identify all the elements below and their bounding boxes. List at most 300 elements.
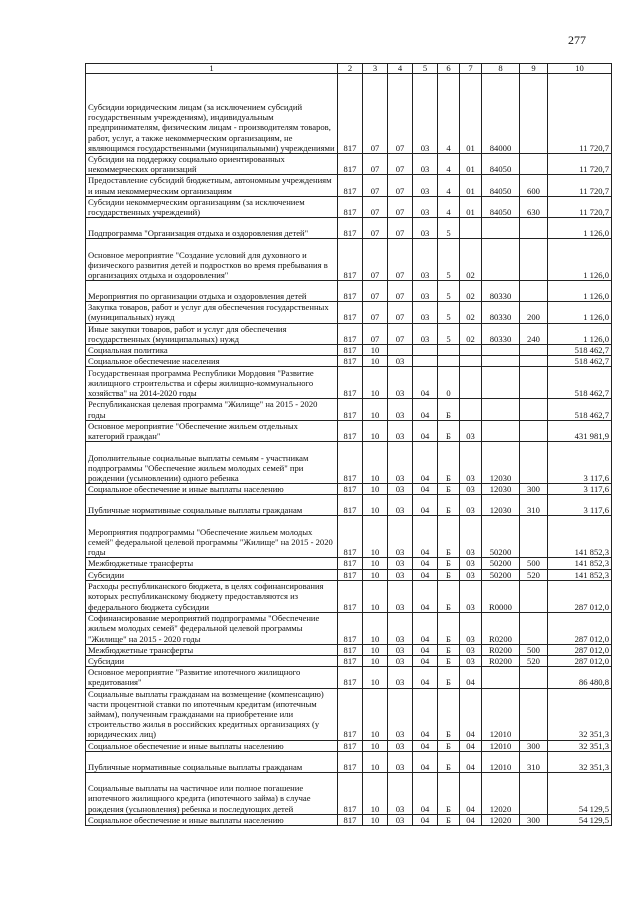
code-cell: 80330 — [482, 323, 520, 344]
amount-cell: 287 012,0 — [548, 656, 612, 667]
code-cell: 04 — [413, 656, 438, 667]
code-cell: 817 — [338, 558, 363, 569]
code-cell: 04 — [413, 367, 438, 399]
code-cell: 03 — [388, 751, 413, 772]
row-name-cell: Социальное обеспечение и иные выплаты населению — [86, 740, 338, 751]
code-cell: 817 — [338, 580, 363, 612]
code-cell: R0200 — [482, 644, 520, 655]
code-cell: Б — [438, 667, 460, 688]
code-cell: 10 — [363, 420, 388, 441]
code-cell — [388, 345, 413, 356]
code-cell: Б — [438, 644, 460, 655]
code-cell: 600 — [520, 175, 548, 196]
row-name-cell: Государственная программа Республики Мордовия "Развитие жилищного строительства и сферы жилищно-коммунального хозяйства" на 2014-2020 годы — [86, 367, 338, 399]
code-cell: 817 — [338, 484, 363, 495]
code-cell: 84000 — [482, 74, 520, 154]
code-cell: 817 — [338, 667, 363, 688]
code-cell: 817 — [338, 751, 363, 772]
code-cell: 03 — [388, 367, 413, 399]
code-cell — [413, 356, 438, 367]
amount-cell: 287 012,0 — [548, 612, 612, 644]
code-cell: 01 — [460, 154, 482, 175]
code-cell: 50200 — [482, 569, 520, 580]
row-name-cell: Расходы республиканского бюджета, в целях софинансирования которых республиканскому бюджету предоставляются из федерального бюджета субсидии — [86, 580, 338, 612]
code-cell — [520, 516, 548, 558]
amount-cell: 1 126,0 — [548, 323, 612, 344]
code-cell — [520, 218, 548, 239]
amount-cell: 11 720,7 — [548, 74, 612, 154]
code-cell: 500 — [520, 644, 548, 655]
code-cell: 5 — [438, 281, 460, 302]
row-name-cell: Субсидии некоммерческим организациям (за исключением государственных учреждений) — [86, 196, 338, 217]
code-cell: 4 — [438, 154, 460, 175]
code-cell: 817 — [338, 239, 363, 281]
code-cell: 04 — [460, 688, 482, 740]
code-cell: 12020 — [482, 814, 520, 825]
code-cell — [520, 367, 548, 399]
code-cell: 04 — [413, 740, 438, 751]
code-cell: 817 — [338, 154, 363, 175]
code-cell: 10 — [363, 558, 388, 569]
code-cell: 03 — [388, 688, 413, 740]
row-name-cell: Социальные выплаты гражданам на возмещение (компенсацию) части процентной ставки по ипотечным кредитам (ипотечным займам), полученным гражданами на приобретение или строительство жилья в российских кредитных организациях (у юридических лиц) — [86, 688, 338, 740]
code-cell: 817 — [338, 74, 363, 154]
code-cell: 10 — [363, 667, 388, 688]
code-cell: Б — [438, 495, 460, 516]
code-cell: 520 — [520, 656, 548, 667]
row-name-cell: Мероприятия по организации отдыха и оздоровления детей — [86, 281, 338, 302]
code-cell — [520, 154, 548, 175]
code-cell: 04 — [413, 751, 438, 772]
code-cell: 630 — [520, 196, 548, 217]
code-cell: 04 — [413, 569, 438, 580]
code-cell — [460, 218, 482, 239]
table-row — [86, 740, 612, 751]
code-cell: 817 — [338, 688, 363, 740]
table-row — [86, 484, 612, 495]
row-name-cell: Межбюджетные трансферты — [86, 644, 338, 655]
code-cell: 12030 — [482, 442, 520, 484]
amount-cell: 1 126,0 — [548, 281, 612, 302]
table-row — [86, 516, 612, 558]
code-cell: 03 — [413, 281, 438, 302]
code-cell: 03 — [388, 420, 413, 441]
code-cell: 03 — [413, 175, 438, 196]
table-row — [86, 814, 612, 825]
code-cell: 240 — [520, 323, 548, 344]
code-cell: 10 — [363, 644, 388, 655]
code-cell: Б — [438, 688, 460, 740]
table-row — [86, 751, 612, 772]
code-cell: 03 — [388, 484, 413, 495]
row-name-cell: Предоставление субсидий бюджетным, автономным учреждениям и иным некоммерческим организациям — [86, 175, 338, 196]
row-name-cell: Публичные нормативные социальные выплаты гражданам — [86, 495, 338, 516]
code-cell: 07 — [363, 74, 388, 154]
code-cell: 12010 — [482, 740, 520, 751]
code-cell: Б — [438, 772, 460, 814]
code-cell: 817 — [338, 740, 363, 751]
table-row — [86, 656, 612, 667]
code-cell: 4 — [438, 74, 460, 154]
code-cell: 07 — [388, 74, 413, 154]
code-cell: 03 — [413, 302, 438, 323]
code-cell: 03 — [413, 239, 438, 281]
code-cell: 03 — [460, 420, 482, 441]
code-cell: R0200 — [482, 656, 520, 667]
code-cell: 4 — [438, 175, 460, 196]
code-cell: 03 — [460, 484, 482, 495]
table-row — [86, 558, 612, 569]
code-cell: 04 — [413, 814, 438, 825]
table-row — [86, 323, 612, 344]
code-cell: 12010 — [482, 688, 520, 740]
code-cell — [460, 399, 482, 420]
column-header-row — [86, 64, 612, 74]
code-cell: 10 — [363, 814, 388, 825]
code-cell — [520, 772, 548, 814]
code-cell — [520, 74, 548, 154]
amount-cell: 287 012,0 — [548, 580, 612, 612]
code-cell: 817 — [338, 569, 363, 580]
code-cell: 12020 — [482, 772, 520, 814]
column-header: 8 — [482, 64, 520, 74]
row-name-cell: Социальные выплаты на частичное или полное погашение ипотечного жилищного кредита (ипотечного займа) в случае рождения (усыновления) ребенка и последующих детей — [86, 772, 338, 814]
table-row — [86, 154, 612, 175]
code-cell: 03 — [413, 196, 438, 217]
code-cell: 10 — [363, 688, 388, 740]
table-row — [86, 302, 612, 323]
code-cell: 07 — [363, 302, 388, 323]
code-cell: 310 — [520, 495, 548, 516]
code-cell: 5 — [438, 302, 460, 323]
code-cell: 817 — [338, 656, 363, 667]
code-cell: 84050 — [482, 196, 520, 217]
code-cell: 84050 — [482, 154, 520, 175]
amount-cell: 3 117,6 — [548, 495, 612, 516]
table-row — [86, 399, 612, 420]
code-cell: 10 — [363, 656, 388, 667]
code-cell — [520, 356, 548, 367]
code-cell: 04 — [460, 751, 482, 772]
amount-cell: 1 126,0 — [548, 302, 612, 323]
code-cell: 07 — [363, 175, 388, 196]
code-cell — [413, 345, 438, 356]
amount-cell: 11 720,7 — [548, 196, 612, 217]
code-cell: 03 — [388, 399, 413, 420]
code-cell: Б — [438, 420, 460, 441]
code-cell: 03 — [388, 740, 413, 751]
code-cell — [520, 239, 548, 281]
code-cell — [482, 399, 520, 420]
code-cell: 07 — [388, 154, 413, 175]
code-cell — [438, 345, 460, 356]
amount-cell: 3 117,6 — [548, 484, 612, 495]
code-cell: R0200 — [482, 612, 520, 644]
code-cell: 817 — [338, 196, 363, 217]
code-cell: 02 — [460, 281, 482, 302]
code-cell — [460, 345, 482, 356]
code-cell: 01 — [460, 175, 482, 196]
table-row — [86, 239, 612, 281]
code-cell: 02 — [460, 302, 482, 323]
row-name-cell: Субсидии юридическим лицам (за исключением субсидий государственным учреждениям), индивидуальным предпринимателям, физическим лицам - производителям товаров, работ, услуг, а также некоммерческим организациям, не являющимся государственными (муниципальными) учреждениями — [86, 74, 338, 154]
code-cell: 817 — [338, 772, 363, 814]
code-cell: 817 — [338, 367, 363, 399]
code-cell: 0 — [438, 367, 460, 399]
row-name-cell: Социальное обеспечение населения — [86, 356, 338, 367]
column-header: 2 — [338, 64, 363, 74]
code-cell — [482, 356, 520, 367]
code-cell: 04 — [413, 558, 438, 569]
column-header: 9 — [520, 64, 548, 74]
code-cell: 03 — [388, 495, 413, 516]
code-cell: 5 — [438, 323, 460, 344]
code-cell: 03 — [388, 356, 413, 367]
code-cell: 03 — [388, 612, 413, 644]
amount-cell: 518 462,7 — [548, 356, 612, 367]
code-cell: 07 — [363, 218, 388, 239]
code-cell: 10 — [363, 751, 388, 772]
code-cell: 07 — [363, 323, 388, 344]
table-row — [86, 356, 612, 367]
code-cell: 12010 — [482, 751, 520, 772]
code-cell: 04 — [460, 740, 482, 751]
code-cell: 817 — [338, 399, 363, 420]
code-cell: 817 — [338, 218, 363, 239]
table-row — [86, 644, 612, 655]
amount-cell: 54 129,5 — [548, 772, 612, 814]
column-header: 3 — [363, 64, 388, 74]
code-cell — [482, 667, 520, 688]
code-cell: 04 — [413, 484, 438, 495]
table-row — [86, 442, 612, 484]
code-cell: 10 — [363, 345, 388, 356]
code-cell: Б — [438, 558, 460, 569]
code-cell: 817 — [338, 612, 363, 644]
code-cell: 10 — [363, 772, 388, 814]
table-row — [86, 175, 612, 196]
code-cell: 04 — [413, 399, 438, 420]
code-cell: 10 — [363, 484, 388, 495]
table-row — [86, 688, 612, 740]
column-header: 4 — [388, 64, 413, 74]
code-cell: 12030 — [482, 495, 520, 516]
code-cell: 03 — [388, 656, 413, 667]
code-cell: 817 — [338, 356, 363, 367]
code-cell — [520, 667, 548, 688]
code-cell: 07 — [388, 239, 413, 281]
amount-cell: 54 129,5 — [548, 814, 612, 825]
code-cell: 03 — [388, 442, 413, 484]
row-name-cell: Основное мероприятие "Создание условий для духовного и физического развития детей и подростков во время пребывания в организациях отдыха и оздоровления" — [86, 239, 338, 281]
code-cell: 817 — [338, 420, 363, 441]
code-cell: 07 — [388, 175, 413, 196]
table-row — [86, 569, 612, 580]
code-cell: 07 — [363, 281, 388, 302]
code-cell: 03 — [388, 580, 413, 612]
code-cell: 817 — [338, 644, 363, 655]
code-cell: 10 — [363, 612, 388, 644]
code-cell: 04 — [413, 516, 438, 558]
code-cell: 817 — [338, 323, 363, 344]
row-name-cell: Публичные нормативные социальные выплаты гражданам — [86, 751, 338, 772]
code-cell: 10 — [363, 580, 388, 612]
row-name-cell: Иные закупки товаров, работ и услуг для обеспечения государственных (муниципальных) нужд — [86, 323, 338, 344]
code-cell: 01 — [460, 196, 482, 217]
code-cell: Б — [438, 656, 460, 667]
code-cell: 817 — [338, 516, 363, 558]
code-cell: 80330 — [482, 281, 520, 302]
code-cell — [438, 356, 460, 367]
code-cell: 03 — [413, 323, 438, 344]
code-cell: 07 — [363, 154, 388, 175]
code-cell: 10 — [363, 495, 388, 516]
code-cell — [520, 442, 548, 484]
code-cell: 04 — [413, 495, 438, 516]
code-cell: 04 — [460, 772, 482, 814]
table-row — [86, 420, 612, 441]
code-cell: Б — [438, 484, 460, 495]
amount-cell: 3 117,6 — [548, 442, 612, 484]
code-cell: 520 — [520, 569, 548, 580]
amount-cell: 32 351,3 — [548, 688, 612, 740]
amount-cell: 141 852,3 — [548, 569, 612, 580]
code-cell — [520, 688, 548, 740]
code-cell: 04 — [413, 772, 438, 814]
code-cell: 10 — [363, 516, 388, 558]
code-cell: 02 — [460, 323, 482, 344]
row-name-cell: Дополнительные социальные выплаты семьям - участникам подпрограммы "Обеспечение жильем молодых семей" при рождении (усыновлении) одного ребенка — [86, 442, 338, 484]
code-cell: 03 — [388, 772, 413, 814]
code-cell: 07 — [388, 281, 413, 302]
row-name-cell: Субсидии на поддержку социально ориентированных некоммерческих организаций — [86, 154, 338, 175]
code-cell: 04 — [413, 420, 438, 441]
code-cell: Б — [438, 580, 460, 612]
table-row — [86, 667, 612, 688]
code-cell — [520, 420, 548, 441]
code-cell: 4 — [438, 196, 460, 217]
code-cell: 03 — [460, 580, 482, 612]
code-cell: 310 — [520, 751, 548, 772]
code-cell: 5 — [438, 218, 460, 239]
table-row — [86, 281, 612, 302]
code-cell: 03 — [413, 154, 438, 175]
row-name-cell: Социальное обеспечение и иные выплаты населению — [86, 484, 338, 495]
code-cell: R0000 — [482, 580, 520, 612]
code-cell: 02 — [460, 239, 482, 281]
row-name-cell: Закупка товаров, работ и услуг для обеспечения государственных (муниципальных) нужд — [86, 302, 338, 323]
code-cell — [482, 367, 520, 399]
code-cell: 04 — [460, 667, 482, 688]
table-row — [86, 74, 612, 154]
code-cell — [520, 281, 548, 302]
code-cell: 03 — [413, 74, 438, 154]
code-cell: 03 — [460, 442, 482, 484]
code-cell: 04 — [413, 612, 438, 644]
code-cell: 200 — [520, 302, 548, 323]
table-row — [86, 345, 612, 356]
code-cell: 07 — [388, 302, 413, 323]
code-cell: 04 — [413, 442, 438, 484]
amount-cell: 32 351,3 — [548, 751, 612, 772]
code-cell: 01 — [460, 74, 482, 154]
code-cell: 03 — [460, 495, 482, 516]
page-number: 277 — [568, 33, 586, 47]
amount-cell: 431 981,9 — [548, 420, 612, 441]
table-row — [86, 196, 612, 217]
column-header: 5 — [413, 64, 438, 74]
code-cell: 817 — [338, 175, 363, 196]
row-name-cell: Основное мероприятие "Развитие ипотечного жилищного кредитования" — [86, 667, 338, 688]
code-cell: 03 — [460, 516, 482, 558]
code-cell — [460, 356, 482, 367]
row-name-cell: Социальная политика — [86, 345, 338, 356]
row-name-cell: Межбюджетные трансферты — [86, 558, 338, 569]
code-cell: 10 — [363, 356, 388, 367]
code-cell: 03 — [388, 667, 413, 688]
amount-cell: 86 480,8 — [548, 667, 612, 688]
code-cell: Б — [438, 751, 460, 772]
code-cell: 04 — [413, 688, 438, 740]
code-cell: 300 — [520, 740, 548, 751]
code-cell: 03 — [388, 569, 413, 580]
amount-cell: 518 462,7 — [548, 345, 612, 356]
code-cell: 300 — [520, 484, 548, 495]
code-cell: 817 — [338, 302, 363, 323]
code-cell: 817 — [338, 495, 363, 516]
code-cell: 03 — [413, 218, 438, 239]
table-row — [86, 580, 612, 612]
code-cell: 50200 — [482, 516, 520, 558]
code-cell — [520, 612, 548, 644]
code-cell — [482, 218, 520, 239]
amount-cell: 1 126,0 — [548, 218, 612, 239]
code-cell: 03 — [460, 656, 482, 667]
code-cell: Б — [438, 442, 460, 484]
code-cell: 07 — [388, 323, 413, 344]
code-cell: 300 — [520, 814, 548, 825]
amount-cell: 518 462,7 — [548, 367, 612, 399]
code-cell: 03 — [388, 516, 413, 558]
amount-cell: 518 462,7 — [548, 399, 612, 420]
code-cell: 817 — [338, 814, 363, 825]
code-cell — [482, 345, 520, 356]
code-cell: Б — [438, 612, 460, 644]
column-header: 1 — [86, 64, 338, 74]
table-row — [86, 772, 612, 814]
code-cell: 07 — [363, 196, 388, 217]
code-cell: 12030 — [482, 484, 520, 495]
code-cell: 817 — [338, 281, 363, 302]
code-cell: Б — [438, 814, 460, 825]
code-cell: 04 — [413, 667, 438, 688]
code-cell — [520, 399, 548, 420]
code-cell: 5 — [438, 239, 460, 281]
code-cell: 03 — [460, 644, 482, 655]
row-name-cell: Основное мероприятие "Обеспечение жильем отдельных категорий граждан" — [86, 420, 338, 441]
code-cell: 04 — [413, 580, 438, 612]
code-cell: 10 — [363, 740, 388, 751]
column-header: 6 — [438, 64, 460, 74]
row-name-cell: Подпрограмма "Организация отдыха и оздоровления детей" — [86, 218, 338, 239]
amount-cell: 287 012,0 — [548, 644, 612, 655]
code-cell: 03 — [388, 558, 413, 569]
row-name-cell: Субсидии — [86, 569, 338, 580]
column-header: 7 — [460, 64, 482, 74]
amount-cell: 141 852,3 — [548, 516, 612, 558]
code-cell: 10 — [363, 367, 388, 399]
code-cell: 10 — [363, 399, 388, 420]
